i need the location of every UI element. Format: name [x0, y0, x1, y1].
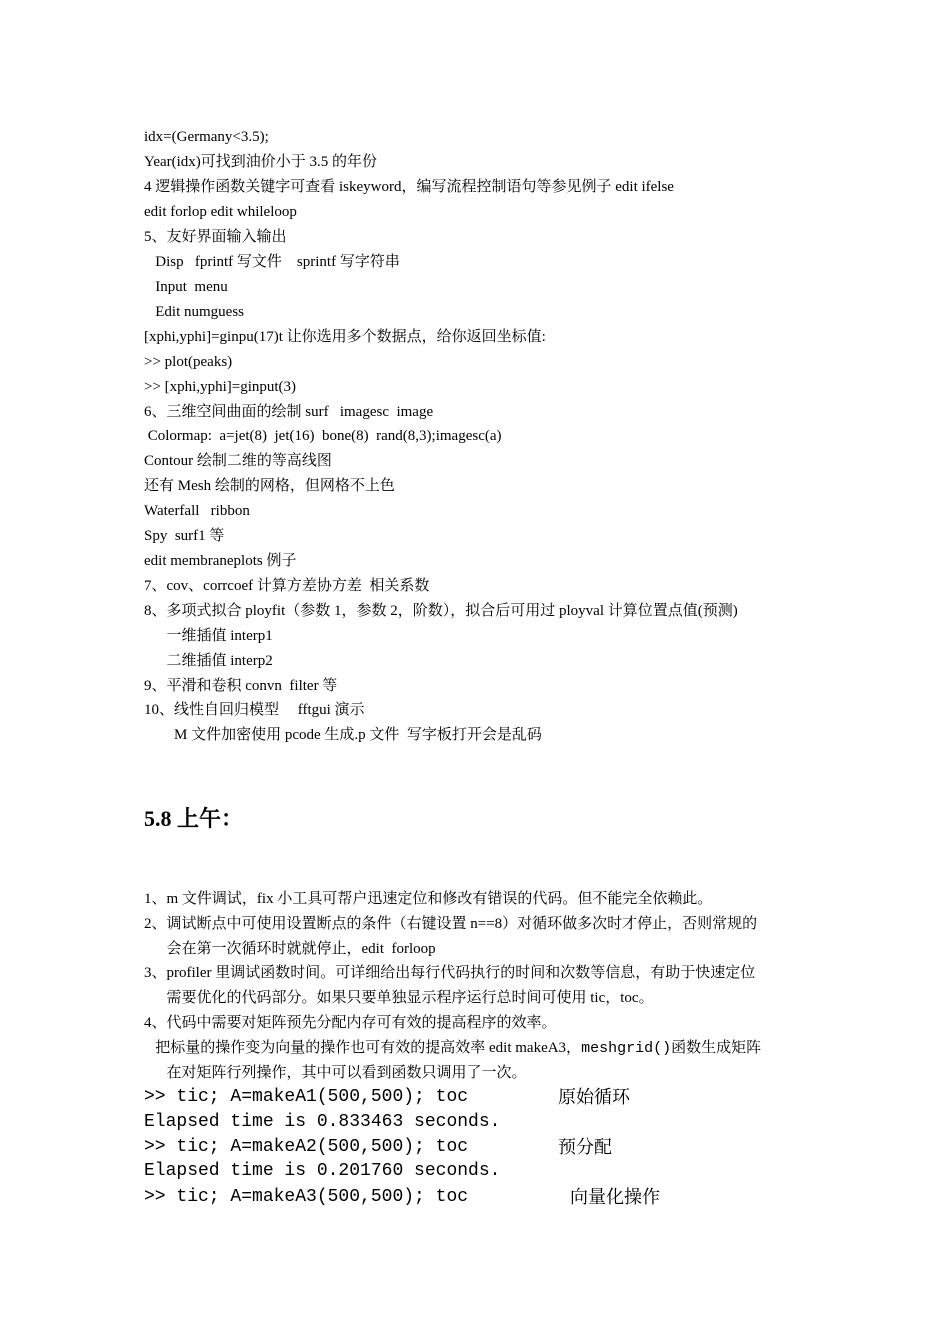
- text-line: >> [xphi,yphi]=ginput(3): [144, 379, 297, 395]
- code-comment: 原始循环: [558, 1087, 630, 1107]
- text-line-vectorization: [144, 1038, 761, 1059]
- text-line: Spy surf1 等: [144, 528, 225, 544]
- text-line: 6、三维空间曲面的绘制 surf imagesc image: [144, 404, 434, 420]
- text-line: Input menu: [144, 279, 228, 295]
- text-line: edit forlop edit whileloop: [144, 204, 297, 220]
- text-line: 需要优化的代码部分。如果只要单独显示程序运行总时间可使用 tic，toc。: [144, 990, 654, 1006]
- text-line: 9、平滑和卷积 convn filter 等: [144, 678, 338, 694]
- text-line: Waterfall ribbon: [144, 503, 250, 519]
- text-line: Year(idx)可找到油价小于 3.5 的年份: [144, 154, 378, 170]
- code-comment: 预分配: [558, 1137, 612, 1157]
- text-line: 4、代码中需要对矩阵预先分配内存可有效的提高程序的效率。: [144, 1015, 557, 1031]
- code-line: >> tic; A=makeA2(500,500); toc: [144, 1137, 469, 1157]
- text-line: edit membraneplots 例子: [144, 553, 297, 569]
- text-line: Edit numguess: [144, 304, 244, 320]
- text-segment: 函数生成矩阵: [671, 1040, 762, 1056]
- text-line: Disp fprintf 写文件 sprintf 写字符串: [144, 254, 400, 270]
- text-line: 在对矩阵行列操作，其中可以看到函数只调用了一次。: [144, 1065, 527, 1081]
- text-line: 二维插值 interp2: [144, 653, 273, 669]
- text-line: 2、调试断点中可使用设置断点的条件（右键设置 n==8）对循环做多次时才停止，否则常规的: [144, 916, 758, 932]
- text-line: 10、线性自回归模型 fftgui 演示: [144, 702, 365, 718]
- text-line: 还有 Mesh 绘制的网格，但网格不上色: [144, 478, 395, 494]
- text-line: 4 逻辑操作函数关键字可查看 iskeyword，编写流程控制语句等参见例子 edit ifelse: [144, 179, 674, 195]
- text-line: Contour 绘制二维的等高线图: [144, 453, 332, 469]
- code-line: >> tic; A=makeA3(500,500); toc: [144, 1187, 469, 1207]
- text-line: M 文件加密使用 pcode 生成.p 文件 写字板打开会是乱码: [144, 727, 542, 743]
- text-line: >> plot(peaks): [144, 354, 233, 370]
- text-line: 一维插值 interp1: [144, 628, 273, 644]
- code-line: Elapsed time is 0.201760 seconds.: [144, 1161, 501, 1181]
- inline-code: meshgrid(): [581, 1040, 672, 1057]
- text-segment: 把标量的操作变为向量的操作也可有效的提高效率 edit makeA3，: [144, 1040, 582, 1056]
- text-line: Colormap: a=jet(8) jet(16) bone(8) rand(8,3);imagesc(a): [144, 428, 502, 444]
- code-line: >> tic; A=makeA1(500,500); toc: [144, 1087, 469, 1107]
- text-line: 会在第一次循环时就就停止，edit forloop: [144, 941, 436, 957]
- code-line: Elapsed time is 0.833463 seconds.: [144, 1112, 501, 1132]
- text-line: 5、友好界面输入输出: [144, 229, 287, 245]
- text-line: [xphi,yphi]=ginpu(17)t 让你选用多个数据点，给你返回坐标值:: [144, 329, 546, 345]
- text-line: 7、cov、corrcoef 计算方差协方差 相关系数: [144, 578, 430, 594]
- text-line: idx=(Germany<3.5);: [144, 129, 269, 145]
- code-comment: 向量化操作: [570, 1187, 660, 1207]
- text-line: 8、多项式拟合 ployfit（参数 1，参数 2，阶数），拟合后可用过 ployval 计算位置点值(预测): [144, 603, 738, 619]
- text-line: 3、profiler 里调试函数时间。可详细给出每行代码执行的时间和次数等信息，有助于快速定位: [144, 965, 756, 981]
- section-heading: 5.8 上午：: [144, 806, 244, 831]
- text-line: 1、m 文件调试，fix 小工具可帮户迅速定位和修改有错误的代码。但不能完全依赖此。: [144, 891, 713, 907]
